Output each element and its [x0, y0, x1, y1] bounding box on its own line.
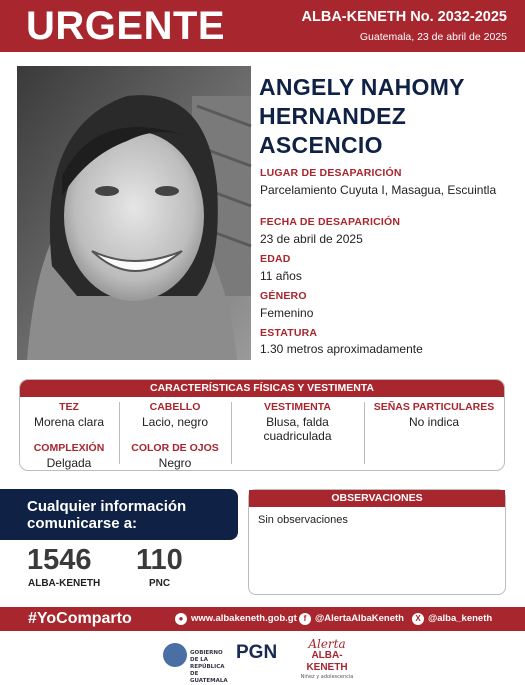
- alerta-script: Alerta: [308, 637, 346, 651]
- complexion-value: Delgada: [46, 456, 92, 470]
- person-name: [259, 73, 514, 160]
- height-label: ESTATURA: [260, 327, 318, 339]
- gender-value: Femenino: [260, 306, 314, 320]
- contact-line-2: comunicarse a:: [27, 515, 138, 532]
- observations-title: OBSERVACIONES: [249, 490, 505, 507]
- tez-value: Morena clara: [33, 415, 105, 429]
- missing-person-photo: [17, 66, 251, 360]
- name-line-1: ANGELY NAHOMY: [259, 74, 465, 100]
- eye-color-value: Negro: [158, 456, 192, 470]
- contact-banner: [0, 489, 238, 540]
- vestimenta-value: [231, 415, 364, 443]
- alerta-tagline: Niñez y adolescencia: [300, 674, 354, 680]
- x-text: @alba_keneth: [428, 613, 493, 624]
- complexion-label: COMPLEXIÓN: [33, 442, 105, 454]
- x-link[interactable]: [412, 613, 492, 625]
- tez-label: TEZ: [59, 401, 79, 413]
- name-line-2: HERNANDEZ: [259, 103, 407, 129]
- place-date: Guatemala, 23 de abril de 2025: [359, 31, 507, 43]
- observations-text: Sin observaciones: [258, 514, 348, 526]
- website-link[interactable]: [175, 613, 297, 625]
- vestimenta-label: VESTIMENTA: [264, 401, 331, 413]
- characteristics-title: CARACTERÍSTICAS FÍSICAS Y VESTIMENTA: [20, 380, 504, 397]
- gt-text-line-1: GOBIERNO DE LA REPÚBLICA DE: [190, 650, 225, 677]
- cabello-value: Lacio, negro: [141, 415, 209, 429]
- observations-box: [248, 489, 506, 595]
- hotline-pnc-label: PNC: [149, 578, 171, 589]
- eye-color-label: COLOR DE OJOS: [131, 442, 219, 454]
- alerta-alba-keneth-logo: [300, 638, 354, 681]
- age-value: 11 años: [260, 269, 302, 283]
- age-label: EDAD: [260, 253, 291, 265]
- hotline-alba-keneth[interactable]: 1546: [27, 544, 92, 576]
- website-text: www.albakeneth.gob.gt: [191, 613, 297, 624]
- alert-code: ALBA-KENETH No. 2032-2025: [301, 9, 507, 25]
- contact-line-1: Cualquier información: [27, 498, 187, 515]
- cabello-label: CABELLO: [149, 401, 201, 413]
- hotline-pnc[interactable]: 110: [136, 544, 183, 576]
- hotline-alba-keneth-label: ALBA-KENETH: [28, 578, 101, 589]
- senas-value: No indica: [408, 415, 460, 429]
- location-value: Parcelamiento Cuyuta I, Masagua, Escuintla: [260, 183, 497, 197]
- urgent-title: URGENTE: [26, 4, 226, 48]
- location-label: LUGAR DE DESAPARICIÓN: [260, 167, 402, 179]
- gender-label: GÉNERO: [260, 290, 307, 302]
- facebook-icon: f: [299, 613, 311, 625]
- footer-bar: [0, 607, 525, 631]
- date-label: FECHA DE DESAPARICIÓN: [260, 216, 401, 228]
- hashtag: #YoComparto: [28, 610, 132, 627]
- guatemala-government-logo: [163, 640, 228, 684]
- facebook-text: @AlertaAlbaKeneth: [315, 613, 404, 624]
- header-banner: [0, 0, 525, 52]
- pgn-logo: PGN: [236, 642, 278, 663]
- vestimenta-line-2: cuadriculada: [263, 429, 332, 443]
- x-logo-icon: X: [412, 613, 424, 625]
- guatemala-seal-icon: [163, 643, 187, 667]
- gt-text-line-2: GUATEMALA: [190, 678, 228, 684]
- height-value: 1.30 metros aproximadamente: [260, 342, 423, 356]
- senas-label: SEÑAS PARTICULARES: [373, 401, 495, 413]
- guatemala-logo-text: [190, 650, 228, 685]
- name-line-3: ASCENCIO: [259, 132, 383, 158]
- date-value: 23 de abril de 2025: [260, 232, 363, 246]
- globe-icon: ●: [175, 613, 187, 625]
- logos-row: [0, 636, 525, 684]
- vestimenta-line-1: Blusa, falda: [266, 415, 329, 429]
- alerta-name: ALBA-KENETH: [306, 650, 348, 673]
- facebook-link[interactable]: [299, 613, 404, 625]
